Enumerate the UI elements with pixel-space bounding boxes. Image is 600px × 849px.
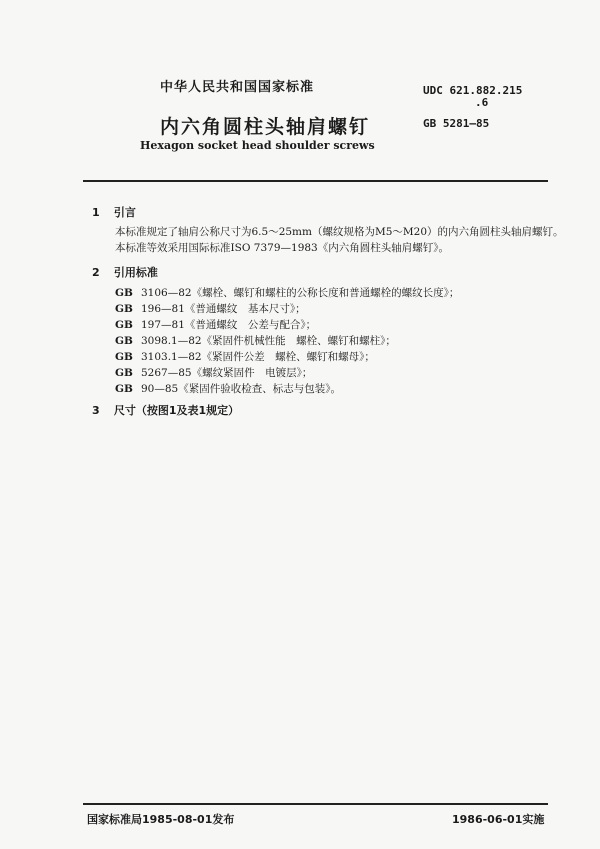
udc-line-2: .6 [475,96,489,109]
reference-text: 197—81《普通螺纹 公差与配合》； [141,319,317,331]
section-title: 引用标准 [113,266,158,279]
reference-text: 3106—82《螺栓、螺钉和螺柱的公称长度和普通螺栓的螺纹长度》； [141,287,460,299]
reference-text: 3103.1—82《紧固件公差 螺栓、螺钉和螺母》； [141,351,375,363]
reference-code: GB [115,287,133,299]
reference-code: GB [115,367,133,379]
reference-item [115,333,396,348]
udc-classification [423,85,522,109]
paragraph: 本标准等效采用国际标准ISO 7379—1983《内六角圆柱头轴肩螺钉》。 [115,242,449,254]
document-subtitle-en: Hexagon socket head shoulder screws [140,139,375,152]
reference-item [115,381,341,396]
reference-item [115,317,316,332]
reference-text: 196—81《普通螺纹 基本尺寸》； [141,303,306,315]
reference-text: 90—85《紧固件验收检查、标志与包装》。 [141,383,341,395]
reference-code: GB [115,319,133,331]
reference-text: 3098.1—82《紧固件机械性能 螺栓、螺钉和螺柱》； [141,335,396,347]
section-title: 引言 [113,206,136,219]
effective-date: 1986-06-01实施 [452,813,545,826]
reference-code: GB [115,383,133,395]
section-title: 尺寸（按图1及表1规定） [113,404,240,417]
paragraph: 本标准规定了轴肩公称尺寸为6.5～25mm（螺纹规格为M5～M20）的内六角圆柱头轴肩螺钉。 [115,226,564,238]
reference-item [115,285,459,300]
document-title: 内六角圆柱头轴肩螺钉 [160,116,371,138]
standard-series-label: 中华人民共和国国家标准 [160,80,315,95]
issue-date: 国家标准局1985-08-01发布 [87,813,235,826]
reference-item [115,365,312,380]
section-heading-dimensions [92,402,239,418]
section-heading-introduction [92,204,136,220]
reference-code: GB [115,351,133,363]
section-heading-references [92,264,158,280]
reference-item [115,301,306,316]
standard-code: GB 5281—85 [423,117,490,130]
section-number: 3 [92,404,100,417]
section-number: 2 [92,266,100,279]
section-number: 1 [92,206,100,219]
reference-code: GB [115,335,133,347]
reference-code: GB [115,303,133,315]
udc-line-1: UDC 621.882.215 [423,84,523,97]
header-divider [83,180,548,182]
reference-text: 5267—85《螺纹紧固件 电镀层》； [141,367,313,379]
reference-item [115,349,375,364]
footer-divider [83,803,548,805]
